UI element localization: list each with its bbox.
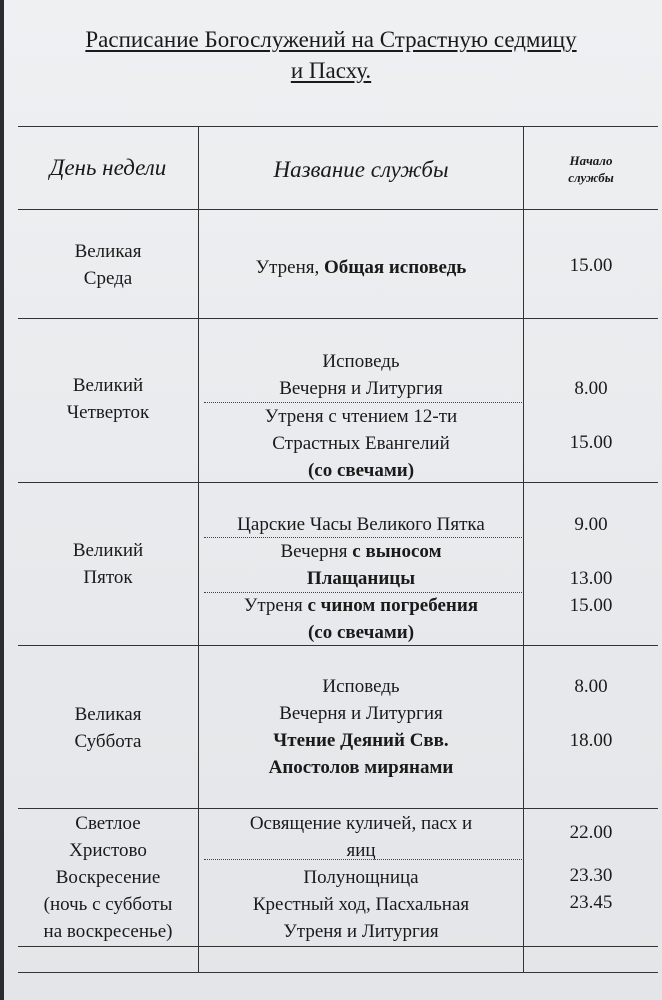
service-thu-2 (199, 403, 523, 484)
day-line: (ночь с субботы (43, 894, 173, 915)
service-sun-1 (199, 810, 523, 864)
service-text: яиц (346, 840, 376, 861)
header-service: Название службы (273, 157, 449, 182)
service-text: Утреня с чтением 12-ти (264, 406, 458, 427)
page-title (0, 24, 662, 86)
service-text-bold: Апостолов мирянами (268, 757, 454, 778)
day-saturday (18, 701, 198, 755)
service-fri-2 (199, 538, 523, 592)
service-text: Исповедь (322, 676, 400, 697)
time-thu-1: 8.00 (574, 378, 608, 399)
time-sun-3: 23.45 (569, 892, 613, 913)
day-line: Великий (72, 540, 144, 561)
service-text-bold: с чином погребения (307, 595, 479, 616)
service-text-bold: Плащаницы (306, 568, 416, 589)
service-text-bold: Общая исповедь (324, 257, 467, 278)
header-bottom-border (18, 209, 658, 210)
day-sunday (18, 810, 198, 945)
time-sat-2: 18.00 (569, 730, 613, 751)
header-start-line-2: службы (568, 170, 614, 185)
day-line: Воскресение (55, 867, 161, 888)
service-fri-3 (199, 592, 523, 646)
day-line: Христово (69, 840, 147, 861)
service-wed-matins (199, 254, 523, 281)
time-sun-1: 22.00 (569, 822, 613, 843)
service-text: Вечерня (280, 541, 353, 562)
day-line: Пяток (83, 567, 133, 588)
service-text: Крестный ход, Пасхальная (252, 894, 470, 915)
row-divider-wed (18, 318, 658, 319)
header-start-line-1: Начало (569, 153, 613, 168)
title-line-1: Расписание Богослужений на Страстную седмицу (85, 27, 577, 52)
row-divider-sat (18, 808, 658, 809)
sheet-edge (0, 0, 4, 1000)
service-text: Освящение куличей, пасх и (249, 813, 473, 834)
service-fri-1: Царские Часы Великого Пятка (237, 514, 485, 535)
row-divider-sun (18, 946, 658, 947)
service-text: Вечерня и Литургия (279, 378, 443, 399)
table-bottom-border (18, 972, 658, 973)
day-wednesday (18, 238, 198, 292)
day-line: на воскресенье) (43, 921, 173, 942)
day-line: Светлое (75, 813, 141, 834)
table-top-border (18, 126, 658, 127)
time-fri-2: 13.00 (569, 568, 613, 589)
day-line: Среда (83, 268, 133, 289)
day-line: Великая (74, 704, 142, 725)
day-line: Великая (74, 241, 142, 262)
service-text: Вечерня и Литургия (279, 703, 443, 724)
time-wed: 15.00 (569, 255, 613, 276)
day-line: Четверток (66, 402, 150, 423)
service-text: Утреня и Литургия (283, 921, 439, 942)
service-sun-3 (199, 891, 523, 945)
time-sun-2: 23.30 (569, 865, 613, 886)
day-line: Суббота (74, 731, 142, 752)
time-fri-3: 15.00 (569, 595, 613, 616)
service-text-bold: с выносом (352, 541, 442, 562)
service-text: Страстных Евангелий (272, 433, 450, 454)
service-text-bold: Чтение Деяний Свв. (273, 730, 449, 751)
time-fri-1: 9.00 (574, 514, 608, 535)
time-sat-1: 8.00 (574, 676, 608, 697)
day-thursday (18, 372, 198, 426)
title-line-2: и Пасху. (290, 58, 372, 83)
service-text: Исповедь (322, 351, 400, 372)
service-text: Утреня (243, 595, 308, 616)
service-text-bold: (со свечами) (307, 622, 415, 643)
time-thu-2: 15.00 (569, 432, 613, 453)
service-sun-2: Полунощница (303, 867, 419, 888)
day-friday (18, 537, 198, 591)
service-thu-1 (199, 348, 523, 402)
service-text: Утреня, (255, 257, 324, 278)
day-line: Великий (72, 375, 144, 396)
service-text-bold: (со свечами) (307, 460, 415, 481)
header-day: День недели (49, 155, 167, 180)
header-start (524, 152, 658, 186)
service-sat (199, 673, 523, 781)
